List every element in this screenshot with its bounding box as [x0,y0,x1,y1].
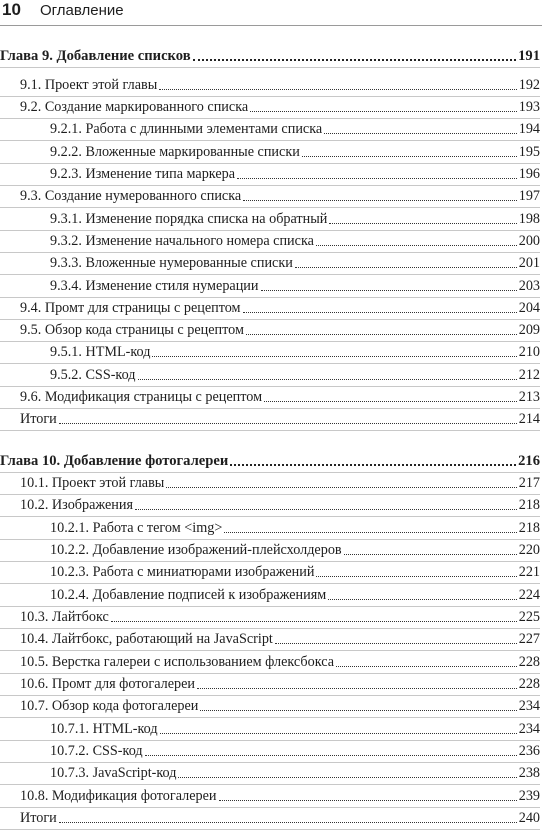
toc-entry-title: Итоги [20,810,57,826]
toc-section-entry [0,807,540,827]
toc-entry-page: 225 [518,609,540,625]
dot-leader [250,110,517,112]
dot-leader [166,486,516,488]
toc-section-entry [0,185,540,205]
toc-entry-page: 228 [518,654,540,670]
toc-entry-title: 9.3. Создание нумерованного списка [20,188,242,204]
dot-leader [138,378,517,380]
toc-entry-page: 224 [518,587,540,603]
toc-entry-title: 9.5.2. CSS-код [50,367,136,383]
toc-subsection-entry [0,762,540,782]
toc-entry-title: 9.5. Обзор кода страницы с рецептом [20,322,244,338]
dot-leader [135,508,517,510]
toc-subsection-entry [0,561,540,581]
toc-entry-page: 198 [518,211,540,227]
toc-entry-page: 213 [518,389,540,405]
toc-subsection-entry [0,230,540,250]
page-header [0,0,542,22]
dot-leader [344,553,517,555]
toc-entry-page: 192 [518,77,540,93]
dot-leader [197,687,517,689]
toc-entry-page: 203 [518,278,540,294]
toc-entry-title: 9.2.2. Вложенные маркированные списки [50,144,300,160]
toc-section-entry [0,96,540,116]
toc-section-entry [0,628,540,648]
dot-leader [328,598,517,600]
toc-entry-page: 197 [518,188,540,204]
toc-subsection-entry [0,740,540,760]
toc-entry-page: 191 [518,48,540,64]
row-divider [0,430,540,431]
toc-entry-title: 9.2.1. Работа с длинными элементами списка [50,121,323,137]
toc-entry-page: 227 [518,631,540,647]
toc-entry-page: 228 [518,676,540,692]
toc-entry-title: 9.1. Проект этой главы [20,77,158,93]
toc-entry-page: 214 [518,411,540,427]
toc-entry-title: Итоги [20,411,57,427]
toc-entry-title: 10.7.3. JavaScript-код [50,765,177,781]
toc-entry-title: 9.3.1. Изменение порядка списка на обратный [50,211,328,227]
toc-section-entry [0,74,540,94]
toc-subsection-entry [0,208,540,228]
dot-leader [295,266,517,268]
toc-entry-page: 212 [518,367,540,383]
dot-leader [160,732,517,734]
toc-entry-title: 10.6. Промт для фотогалереи [20,676,195,692]
dot-leader [193,58,517,61]
toc-subsection-entry [0,517,540,537]
dot-leader [261,289,517,291]
dot-leader [145,754,517,756]
dot-leader [316,244,517,246]
dot-leader [336,665,517,667]
toc-subsection-entry [0,364,540,384]
toc-section-entry [0,695,540,715]
toc-entry-page: 217 [518,475,540,491]
toc-entry-title: Глава 10. Добавление фотогалереи [0,453,229,469]
toc-entry-title: 9.4. Промт для страницы с рецептом [20,300,241,316]
toc-entry-page: 195 [518,144,540,160]
toc-entry-title: 10.3. Лайтбокс [20,609,109,625]
toc-entry-page: 209 [518,322,540,338]
dot-leader [159,88,516,90]
toc-entry-title: 10.2.3. Работа с миниатюрами изображений [50,564,315,580]
toc-section-entry [0,785,540,805]
toc-entry-title: 10.7.1. HTML-код [50,721,158,737]
toc-entry-title: 10.2.4. Добавление подписей к изображениям [50,587,327,603]
toc-entry-title: 10.2.2. Добавление изображений-плейсхолдеров [50,542,342,558]
dot-leader [219,799,517,801]
toc-section-entry [0,386,540,406]
toc-entry-page: 234 [518,721,540,737]
toc-entry-title: 10.7. Обзор кода фотогалереи [20,698,199,714]
toc-section-entry [0,673,540,693]
toc-section-entry [0,319,540,339]
dot-leader [246,333,517,335]
dot-leader [243,311,517,313]
toc-entry-page: 194 [518,121,540,137]
toc-section-entry [0,408,540,428]
toc-entry-page: 218 [518,520,540,536]
dot-leader [275,642,517,644]
dot-leader [111,620,517,622]
toc-entry-page: 210 [518,344,540,360]
toc-subsection-entry [0,275,540,295]
toc-entry-page: 204 [518,300,540,316]
toc-subsection-entry [0,718,540,738]
dot-leader [264,400,517,402]
toc-subsection-entry [0,141,540,161]
toc-entry-title: 9.3.4. Изменение стиля нумерации [50,278,259,294]
toc-chapter-entry [0,45,540,65]
header-rule [0,25,542,26]
toc-subsection-entry [0,163,540,183]
toc-entry-title: 10.1. Проект этой главы [20,475,165,491]
toc-entry-page: 220 [518,542,540,558]
dot-leader [324,132,517,134]
dot-leader [59,821,517,823]
dot-leader [302,155,517,157]
running-title: Оглавление [40,2,124,19]
toc-entry-page: 196 [518,166,540,182]
toc-entry-title: 10.8. Модификация фотогалереи [20,788,217,804]
toc-entry-page: 193 [518,99,540,115]
toc-section-entry [0,606,540,626]
toc-section-entry [0,472,540,492]
dot-leader [224,531,516,533]
toc-entry-page: 221 [518,564,540,580]
toc-entry-page: 239 [518,788,540,804]
toc-entry-title: 9.2.3. Изменение типа маркера [50,166,236,182]
toc-subsection-entry [0,539,540,559]
toc-entry-page: 240 [518,810,540,826]
toc-subsection-entry [0,118,540,138]
toc-entry-title: 9.5.1. HTML-код [50,344,151,360]
dot-leader [178,776,516,778]
toc-subsection-entry [0,252,540,272]
toc-entry-title: 9.6. Модификация страницы с рецептом [20,389,263,405]
dot-leader [243,199,517,201]
dot-leader [59,422,517,424]
toc-entry-page: 238 [518,765,540,781]
toc-entry-page: 234 [518,698,540,714]
toc-entry-page: 201 [518,255,540,271]
toc-entry-title: 10.7.2. CSS-код [50,743,143,759]
dot-leader [316,575,516,577]
toc-entry-title: 10.4. Лайтбокс, работающий на JavaScript [20,631,273,647]
toc-entry-title: 9.3.2. Изменение начального номера списка [50,233,314,249]
toc-entry-title: Глава 9. Добавление списков [0,48,191,64]
dot-leader [230,463,516,466]
dot-leader [152,355,516,357]
toc-entry-title: 9.3.3. Вложенные нумерованные списки [50,255,293,271]
toc-entry-page: 200 [518,233,540,249]
toc-entry-title: 10.2. Изображения [20,497,134,513]
toc-subsection-entry [0,341,540,361]
page-number: 10 [2,0,21,19]
toc-entry-page: 236 [518,743,540,759]
toc-section-entry [0,651,540,671]
toc-section-entry [0,297,540,317]
toc-entry-title: 10.2.1. Работа с тегом <img> [50,520,223,536]
toc-subsection-entry [0,584,540,604]
toc-entry-title: 9.2. Создание маркированного списка [20,99,249,115]
dot-leader [329,222,516,224]
toc-section-entry [0,494,540,514]
toc-chapter-entry [0,450,540,470]
toc-entry-page: 216 [518,453,540,469]
toc-entry-page: 218 [518,497,540,513]
dot-leader [200,709,516,711]
dot-leader [237,177,517,179]
toc-entry-title: 10.5. Верстка галереи с использованием флексбокса [20,654,335,670]
row-divider [0,67,540,68]
